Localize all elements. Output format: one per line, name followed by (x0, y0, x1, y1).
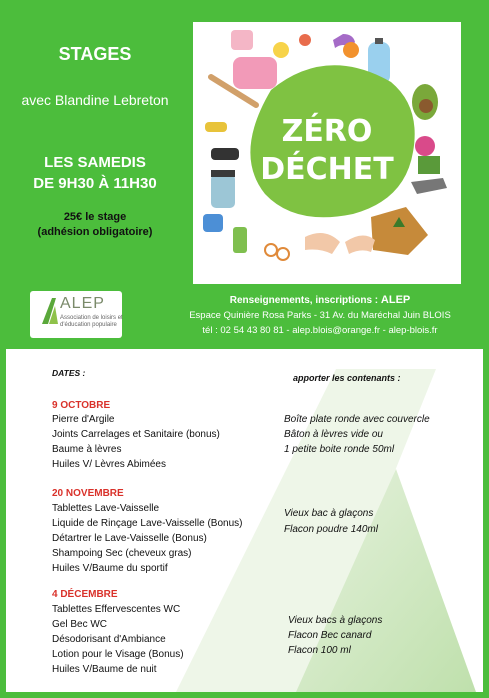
container-item: 1 petite boite ronde 50ml (284, 444, 395, 455)
list-item: Lotion pour le Visage (Bonus) (52, 649, 184, 660)
container-item: Vieux bacs à glaçons (288, 615, 383, 626)
left-hand-icon (305, 233, 340, 254)
scissors-icon (265, 244, 277, 256)
list-item: Désodorisant d'Ambiance (52, 634, 166, 645)
schedule-block (0, 152, 190, 194)
schedule-days: LES SAMEDIS (44, 154, 146, 171)
list-item: Détartrer le Lave-Vaisselle (Bonus) (52, 533, 207, 544)
alep-logo (30, 291, 122, 338)
contact-address: Espace Quinière Rosa Parks - 31 Av. du Maréchal Juin BLOIS (189, 310, 451, 321)
dates-label: DATES : (52, 368, 86, 378)
list-item: Pierre d'Argile (52, 414, 115, 425)
contact-title: Renseignements, inscriptions : (229, 295, 379, 306)
bottle-icon (233, 227, 247, 253)
apple-icon (299, 34, 311, 46)
price-block (0, 210, 190, 240)
contact-heading (200, 294, 440, 306)
right-hand-icon (345, 235, 375, 254)
list-item: Baume à lèvres (52, 444, 122, 455)
membership-note: (adhésion obligatoire) (37, 226, 153, 238)
list-item: Gel Bec WC (52, 619, 108, 630)
container-item: Bâton à lèvres vide ou (284, 429, 383, 440)
logo-tagline-1: Association de loisirs et (60, 315, 123, 321)
list-item: Huiles V/Baume du sportif (52, 563, 168, 574)
container-item: Vieux bac à glaçons (284, 508, 374, 519)
schedule-hours: DE 9H30 À 11H30 (33, 175, 157, 192)
session-date: 20 NOVEMBRE (52, 488, 124, 499)
stages-title: STAGES (58, 44, 132, 64)
brush-icon (211, 148, 239, 160)
instructor-line: avec Blandine Lebreton (21, 92, 169, 108)
cloth-diaper-icon (233, 57, 277, 89)
dechet-word: DÉCHET (260, 152, 394, 187)
soap-icon (205, 122, 227, 132)
container-item: Flacon 100 ml (288, 645, 351, 656)
flower-icon (415, 136, 435, 156)
zero-waste-title (242, 113, 412, 189)
glass-jar-icon (211, 174, 235, 208)
container-item: Flacon poudre 140ml (284, 524, 378, 535)
alep-logo-mark-icon (40, 296, 60, 326)
bring-containers-label: apporter les contenants : (293, 373, 401, 383)
list-item: Huiles V/Baume de nuit (52, 664, 157, 675)
container-item: Flacon Bec canard (288, 630, 372, 641)
bib-icon (231, 30, 253, 50)
session-date: 4 DÉCEMBRE (52, 589, 118, 600)
orange-icon (343, 42, 359, 58)
container-icon (203, 214, 223, 232)
session-date: 9 OCTOBRE (52, 400, 111, 411)
bag-icon (371, 207, 428, 255)
program-panel (6, 349, 483, 692)
list-item: Joints Carrelages et Sanitaire (bonus) (52, 429, 220, 440)
price-text: 25€ le stage (63, 211, 127, 223)
list-item: Tablettes Effervescentes WC (52, 604, 181, 615)
pacifier-icon (273, 42, 289, 58)
garden-tool-icon (411, 178, 447, 194)
list-item: Liquide de Rinçage Lave-Vaisselle (Bonus) (52, 518, 243, 529)
zero-word: ZÉRO (281, 114, 373, 149)
list-item: Huiles V/ Lèvres Abimées (52, 459, 166, 470)
contact-org: ALEP (380, 294, 411, 306)
logo-tagline-2: d'éducation populaire (60, 322, 117, 328)
list-item: Tablettes Lave-Vaisselle (52, 503, 160, 514)
container-item: Boîte plate ronde avec couvercle (284, 414, 430, 425)
contact-phone: tél : 02 54 43 80 81 - alep.blois@orange.fr - alep-blois.fr (202, 325, 438, 336)
list-item: Shampoing Sec (cheveux gras) (52, 548, 192, 559)
logo-name: ALEP (60, 295, 105, 312)
